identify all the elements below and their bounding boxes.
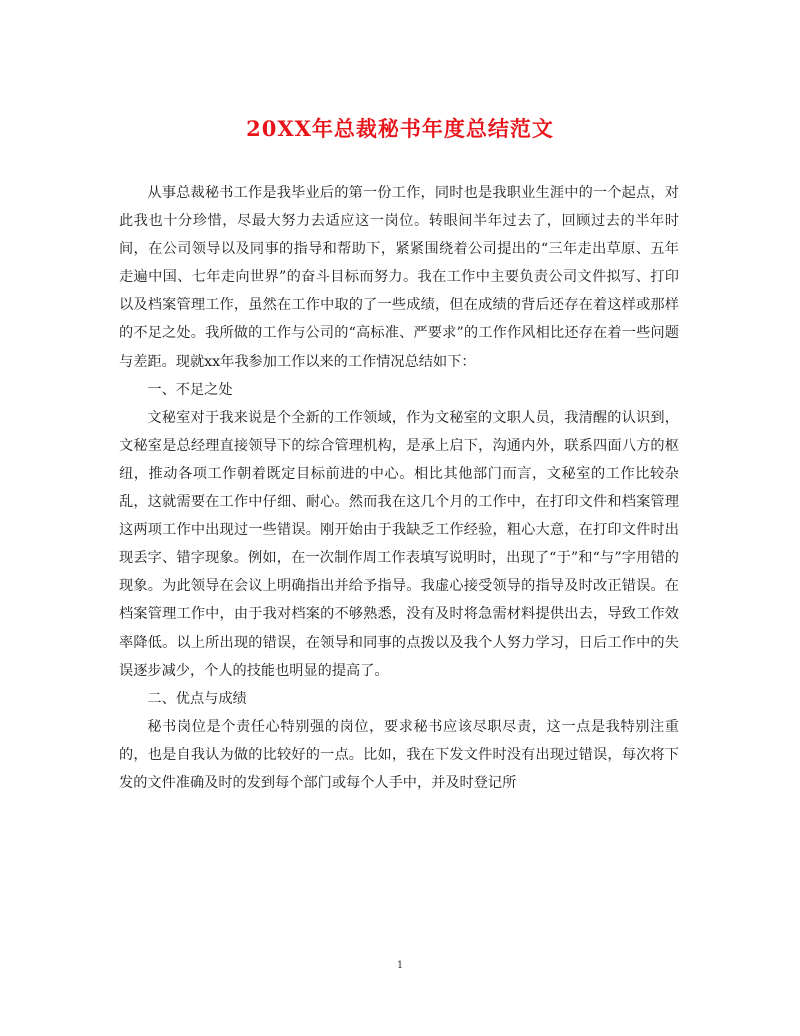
shortcomings-paragraph: 文秘室对于我来说是个全新的工作领域，作为文秘室的文职人员，我清醒的认识到，文秘室是总经理直接领导下的综合管理机构，是承上启下，沟通内外，联系四面八方的枢纽，推动各项工作朝着既定目标前进的中心。相比其他部门而言，文秘室的工作比较杂乱，这就需要在工作中仔细、耐心。然而我在这几个月的工作中，在打印文件和档案管理这两项工作中出现过一些错误。刚开始由于我缺乏工作经验，粗心大意，在打印文件时出现丢字、错字现象。例如，在一次制作周工作表填写说明时，出现了“于”和“与”字用错的现象。为此领导在会议上明确指出并给予指导。我虚心接受领导的指导及时改正错误。在档案管理工作中，由于我对档案的不够熟悉，没有及时将急需材料提供出去，导致工作效率降低。以上所出现的错误，在领导和同事的点拨以及我个人努力学习，日后工作中的失误逐步减少，个人的技能也明显的提高了。 bbox=[119, 409, 679, 679]
page-number: 1 bbox=[396, 960, 404, 971]
achievements-paragraph: 秘书岗位是个责任心特别强的岗位，要求秘书应该尽职尽责，这一点是我特别注重的，也是自我认为做的比较好的一点。比如，我在下发文件时没有出现过错误，每次将下发的文件准确及时的发到每个部门或每个人手中，并及时登记所 bbox=[119, 718, 679, 791]
document-title: 20XX年总裁秘书年度总结范文 bbox=[246, 116, 554, 141]
intro-paragraph: 从事总裁秘书工作是我毕业后的第一份工作，同时也是我职业生涯中的一个起点，对此我也十分珍惜，尽最大努力去适应这一岗位。转眼间半年过去了，回顾过去的半年时间，在公司领导以及同事的指导和帮助下，紧紧围绕着公司提出的“三年走出草原、五年走遍中国、七年走向世界”的奋斗目标而努力。我在工作中主要负责公司文件拟写、打印以及档案管理工作，虽然在工作中取的了一些成绩，但在成绩的背后还存在着这样或那样的不足之处。我所做的工作与公司的“高标准、严要求”的工作作风相比还存在着一些问题与差距。现就xx年我参加工作以来的工作情况总结如下： bbox=[119, 185, 679, 370]
section-heading-shortcomings: 一、不足之处 bbox=[147, 381, 233, 398]
section-heading-achievements: 二、优点与成绩 bbox=[147, 690, 247, 707]
document-body bbox=[119, 179, 679, 797]
